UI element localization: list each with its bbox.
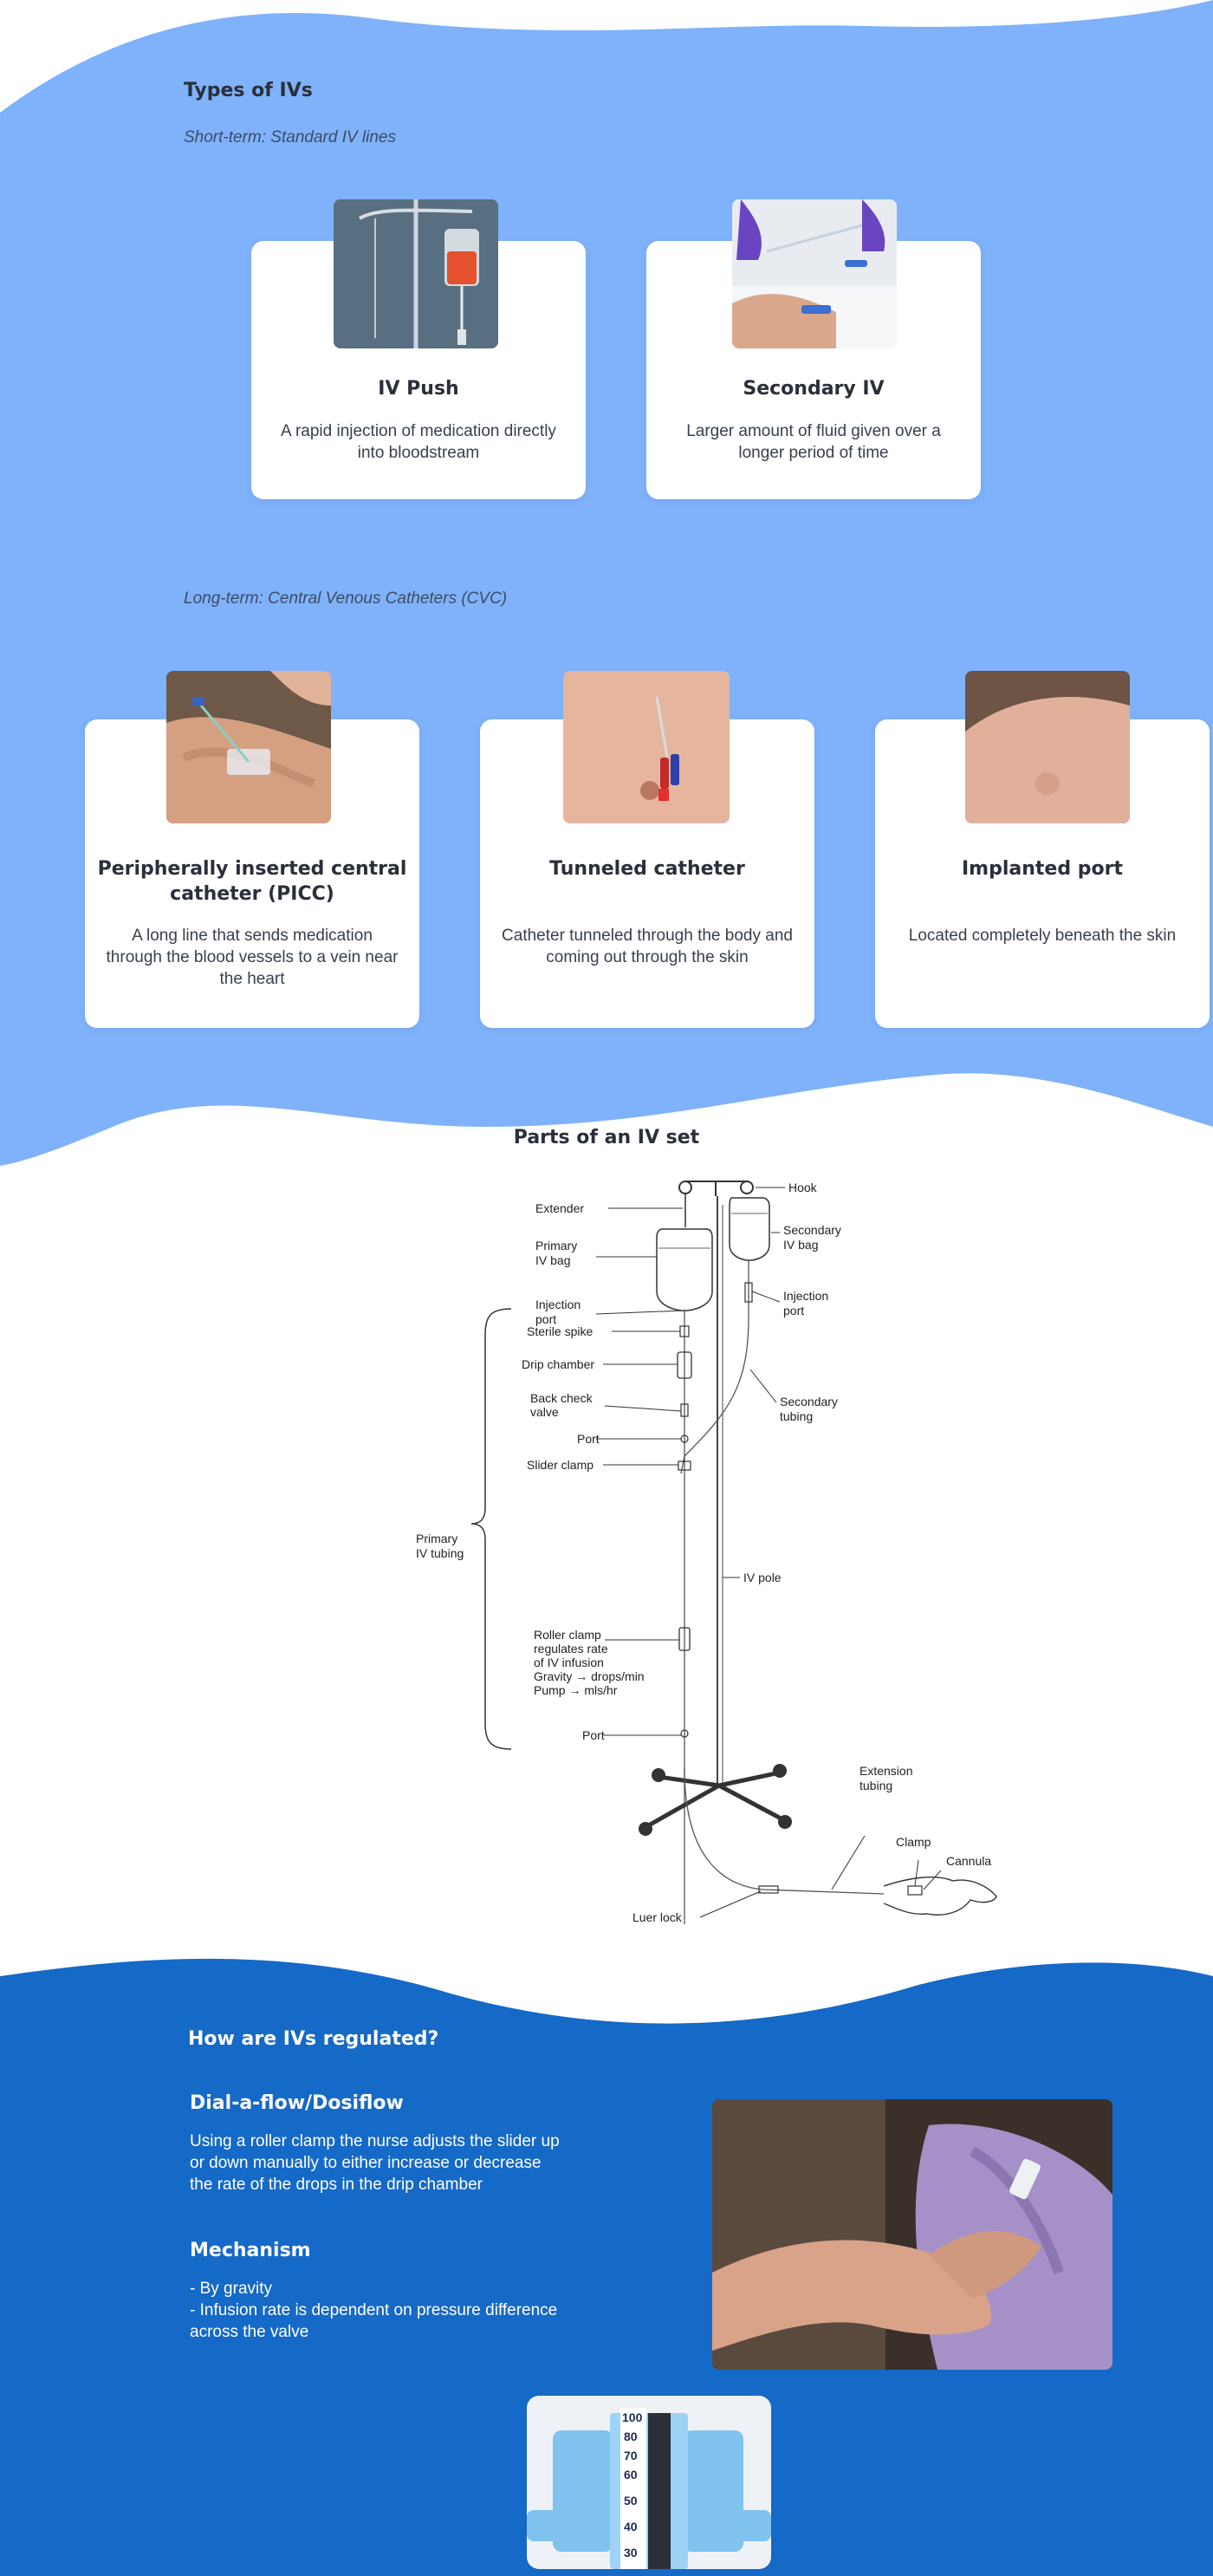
dial-scale-30: 30: [624, 2546, 638, 2560]
label-injection-port-left-2: port: [535, 1312, 557, 1326]
dial-scale-70: 70: [624, 2449, 638, 2462]
dial-scale-100: 100: [622, 2410, 643, 2424]
label-drip-chamber: Drip chamber: [522, 1357, 595, 1371]
card-description: A long line that sends medication through the blood vessels to a vein near the heart: [106, 927, 399, 988]
label-roller-clamp: Roller clamp: [534, 1628, 601, 1642]
label-secondary-tubing-2: tubing: [780, 1409, 814, 1423]
card-title: IV Push: [378, 378, 459, 400]
label-secondary-tubing: Secondary: [780, 1395, 838, 1408]
dial-scale-40: 40: [624, 2520, 638, 2534]
hand-outline: [884, 1877, 996, 1915]
label-hook: Hook: [788, 1181, 817, 1194]
label-extension-tubing: Extension: [859, 1764, 913, 1778]
label-roller-clamp-4: Gravity → drops/min: [534, 1669, 645, 1683]
label-primary-tubing: Primary: [416, 1532, 458, 1545]
hands-adjusting-iv-photo: [712, 2099, 1112, 2370]
iv-set-title: Parts of an IV set: [513, 1127, 700, 1148]
dial-text-line: Using a roller clamp the nurse adjusts the slider up: [190, 2132, 560, 2150]
label-injection-port-right: Injection: [783, 1289, 829, 1303]
mechanism-line: - By gravity: [190, 2280, 273, 2298]
iv-pole-bag-photo: [334, 199, 498, 348]
mechanism-heading: Mechanism: [190, 2240, 311, 2261]
label-roller-clamp-2: regulates rate: [534, 1642, 608, 1656]
dial-a-flow-device-card: [527, 2396, 771, 2569]
label-roller-clamp-3: of IV infusion: [534, 1656, 604, 1669]
dial-text-line: the rate of the drops in the drip chamber: [190, 2176, 483, 2194]
types-heading: Types of IVs: [184, 80, 313, 101]
label-secondary-bag-2: IV bag: [783, 1238, 819, 1252]
secondary-bag-shape: [730, 1198, 769, 1260]
label-primary-bag: Primary: [535, 1239, 578, 1252]
card-description: Larger amount of fluid given over a longer period of time: [686, 422, 941, 462]
label-port-lower: Port: [582, 1728, 605, 1742]
label-injection-port-left: Injection: [535, 1298, 581, 1311]
label-injection-port-right-2: port: [783, 1304, 805, 1317]
card-description: A rapid injection of medication directly into bloodstream: [281, 422, 556, 462]
mechanism-line: across the valve: [190, 2323, 309, 2341]
mechanism-text: [190, 2278, 640, 2343]
short-term-label: Short-term: Standard IV lines: [184, 128, 396, 146]
tunneled-catheter-chest-photo: [563, 671, 730, 823]
label-port-upper: Port: [577, 1432, 600, 1446]
dial-a-flow-device: [527, 2396, 771, 2569]
label-iv-pole: IV pole: [743, 1571, 782, 1584]
card-description: Catheter tunneled through the body and coming out through the skin: [502, 927, 793, 966]
card-title: Tunneled catheter: [549, 858, 745, 880]
label-luer-lock: Luer lock: [632, 1910, 682, 1924]
dial-scale-60: 60: [624, 2468, 638, 2482]
dial-a-flow-heading: Dial-a-flow/Dosiflow: [190, 2092, 404, 2114]
label-cannula: Cannula: [946, 1854, 992, 1868]
card-title: Secondary IV: [743, 378, 885, 400]
primary-bag-shape: [657, 1229, 712, 1311]
label-clamp: Clamp: [896, 1835, 931, 1849]
iv-set-diagram: [399, 1161, 1022, 1976]
dial-a-flow-text: [190, 2130, 640, 2195]
card-title: Implanted port: [962, 858, 1123, 880]
label-primary-tubing-2: IV tubing: [416, 1546, 464, 1560]
label-slider-clamp: Slider clamp: [527, 1458, 594, 1472]
label-back-check-valve-2: valve: [530, 1405, 559, 1419]
card-description: Located completely beneath the skin: [908, 927, 1177, 945]
mechanism-line: - Infusion rate is dependent on pressure difference: [190, 2301, 558, 2319]
implanted-port-shoulder-photo: [965, 671, 1130, 823]
label-primary-bag-2: IV bag: [535, 1253, 571, 1267]
label-roller-clamp-5: Pump → mls/hr: [534, 1683, 618, 1697]
dial-text-line: or down manually to either increase or decrease: [190, 2154, 542, 2172]
label-secondary-bag: Secondary: [783, 1223, 841, 1237]
label-back-check-valve: Back check: [530, 1391, 593, 1405]
label-extension-tubing-2: tubing: [859, 1779, 893, 1792]
card-title: Peripherally inserted central catheter (PICC): [97, 858, 407, 905]
label-extender: Extender: [535, 1201, 585, 1215]
long-term-label: Long-term: Central Venous Catheters (CVC): [184, 589, 508, 608]
gloved-hands-iv-photo: [732, 199, 897, 348]
picc-arm-photo: [166, 671, 331, 823]
regulation-heading: How are IVs regulated?: [188, 2028, 439, 2050]
label-sterile-spike: Sterile spike: [527, 1324, 594, 1338]
dial-scale-80: 80: [624, 2430, 638, 2443]
dial-scale-50: 50: [624, 2494, 638, 2508]
